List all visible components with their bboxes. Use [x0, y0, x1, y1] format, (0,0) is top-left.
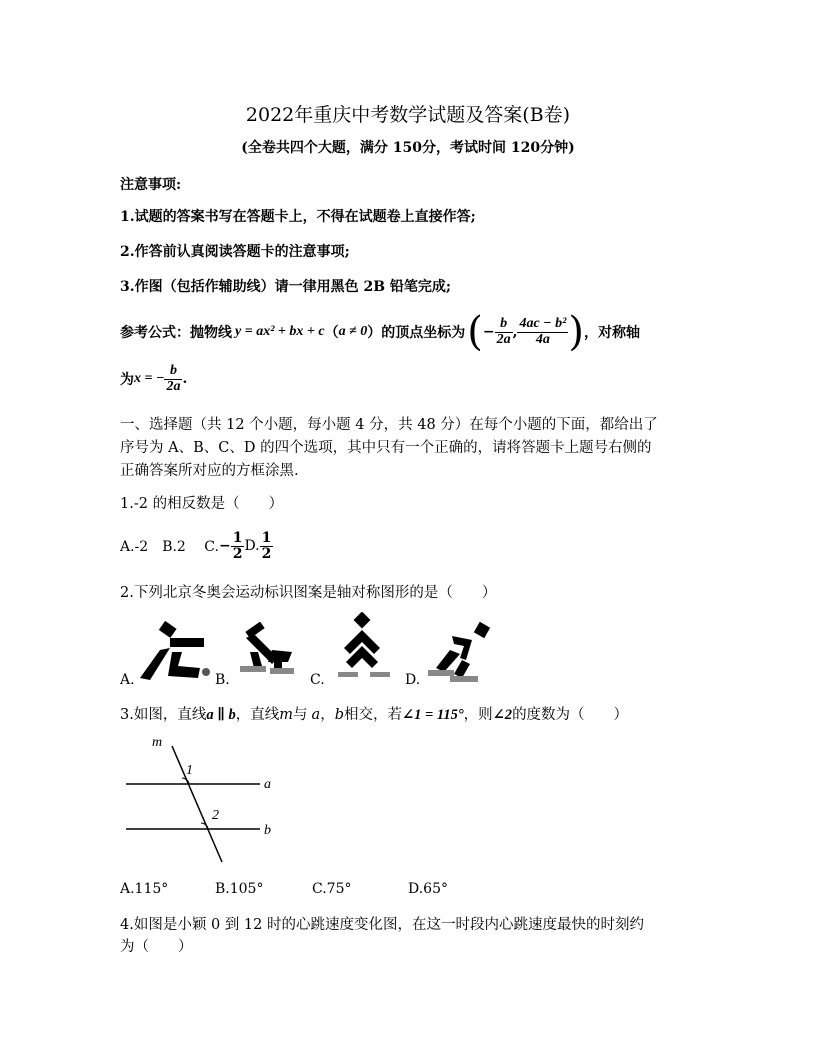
sport-pictogram-d-icon [422, 620, 494, 684]
parallel-lines-figure [120, 732, 290, 864]
vertex-y-fraction: $\frac{\text{4ac − b²}}{4a}$ [519, 315, 567, 347]
figure-label-2: 2 [212, 808, 219, 823]
section-1-line-2: 序号为 A、B、C、D 的四个选项，其中只有一个正确的，请将答题卡上题号右侧的 [120, 440, 652, 456]
sport-pictogram-a-icon [134, 616, 214, 684]
figure-label-b: b [264, 823, 271, 838]
condition-close: ） [367, 325, 382, 341]
q1-option-d-label: D. [244, 538, 260, 554]
formula-prefix: 参考公式：抛物线 [120, 325, 232, 341]
figure-label-1: 1 [186, 763, 193, 778]
question-3-stem: 3.如图，直线 a ∥ b ，直线 m 与 a ， b 相交，若 ∠1 = 115° ，则 ∠2 的度数为（ ） [120, 707, 629, 723]
exam-subtitle: (全卷共四个大题，满分 150分，考试时间 120分钟) [241, 140, 575, 156]
vertex-x-fraction: $\frac{b}{2a}$ [496, 315, 511, 347]
axis-formula [120, 358, 187, 400]
formula-middle: 的顶点坐标为 [381, 325, 466, 341]
q3-option-c: C.75° [312, 881, 352, 897]
axis-lhs: x = − [134, 371, 165, 386]
q3-line-b: b [334, 707, 344, 723]
axis-end: . [182, 371, 188, 387]
q2-option-d: D. [405, 672, 421, 688]
q3-line-m: m [279, 707, 294, 723]
sport-pictogram-b-icon [232, 622, 300, 680]
q3-parallel: a ∥ b [206, 707, 236, 723]
page-title: 2022年重庆中考数学试题及答案(B卷) [245, 104, 571, 126]
q3-line-a: a [311, 707, 321, 723]
q3-option-d: D.65° [408, 881, 448, 897]
q3-angle-1: ∠1 = 115° [401, 707, 464, 723]
parabola-condition: a ≠ 0 [338, 324, 368, 339]
question-4-line-2: 为（ ） [120, 939, 193, 955]
q3-option-b: B.105° [215, 881, 264, 897]
axis-fraction: $\frac{b}{2a}$ [166, 362, 181, 394]
q2-option-c: C. [310, 672, 325, 688]
q1-option-c-sign: − [218, 538, 231, 554]
parabola-equation: y = ax² + bx + c [235, 324, 325, 339]
section-1-line-3: 正确答案所对应的方框涂黑. [120, 463, 299, 479]
notice-heading: 注意事项: [120, 177, 182, 193]
q3-option-a: A.115° [120, 881, 169, 897]
q3-angle-2: ∠2 [492, 707, 513, 723]
notice-item-2: 2.作答前认真阅读答题卡的注意事项; [120, 244, 350, 260]
reference-formula: 参考公式：抛物线 y = ax² + bx + c （ a ≠ 0 ） 的顶点坐标为 ( − $\frac{b}{2a}$ , $\frac{\text{4ac − b²}}{4a}$ ) ，对称轴 [120, 309, 640, 355]
q1-option-c-fraction: $\frac{1}{2}$ [232, 529, 243, 562]
figure-label-m: m [152, 735, 163, 750]
line-m [172, 746, 222, 862]
question-4-line-1: 4.如图是小颖 0 到 12 时的心跳速度变化图，在这一时段内心跳速度最快的时刻约 [120, 917, 644, 933]
condition-open: （ [324, 325, 339, 341]
question-1-stem: 1.-2 的相反数是（ ） [120, 496, 284, 512]
q2-option-a: A. [120, 672, 135, 688]
axis-prefix: 为 [120, 372, 134, 388]
sport-pictogram-c-icon [334, 612, 396, 684]
notice-item-1: 1.试题的答案书写在答题卡上，不得在试题卷上直接作答; [120, 209, 476, 225]
section-1-line-1: 一、选择题（共 12 个小题，每小题 4 分，共 48 分）在每个小题的下面，都给出了 [120, 417, 658, 433]
formula-suffix: ，对称轴 [583, 325, 640, 341]
q1-options-ab: A.-2 B.2 C. [120, 539, 219, 555]
figure-label-a: a [264, 777, 271, 792]
question-1-options [120, 526, 273, 566]
question-2-stem: 2.下列北京冬奥会运动标识图案是轴对称图形的是（ ） [120, 585, 497, 601]
notice-item-3: 3.作图（包括作辅助线）请一律用黑色 2B 铅笔完成; [120, 279, 452, 295]
q1-option-d-fraction: $\frac{1}{2}$ [261, 529, 272, 562]
q2-option-b: B. [215, 672, 230, 688]
